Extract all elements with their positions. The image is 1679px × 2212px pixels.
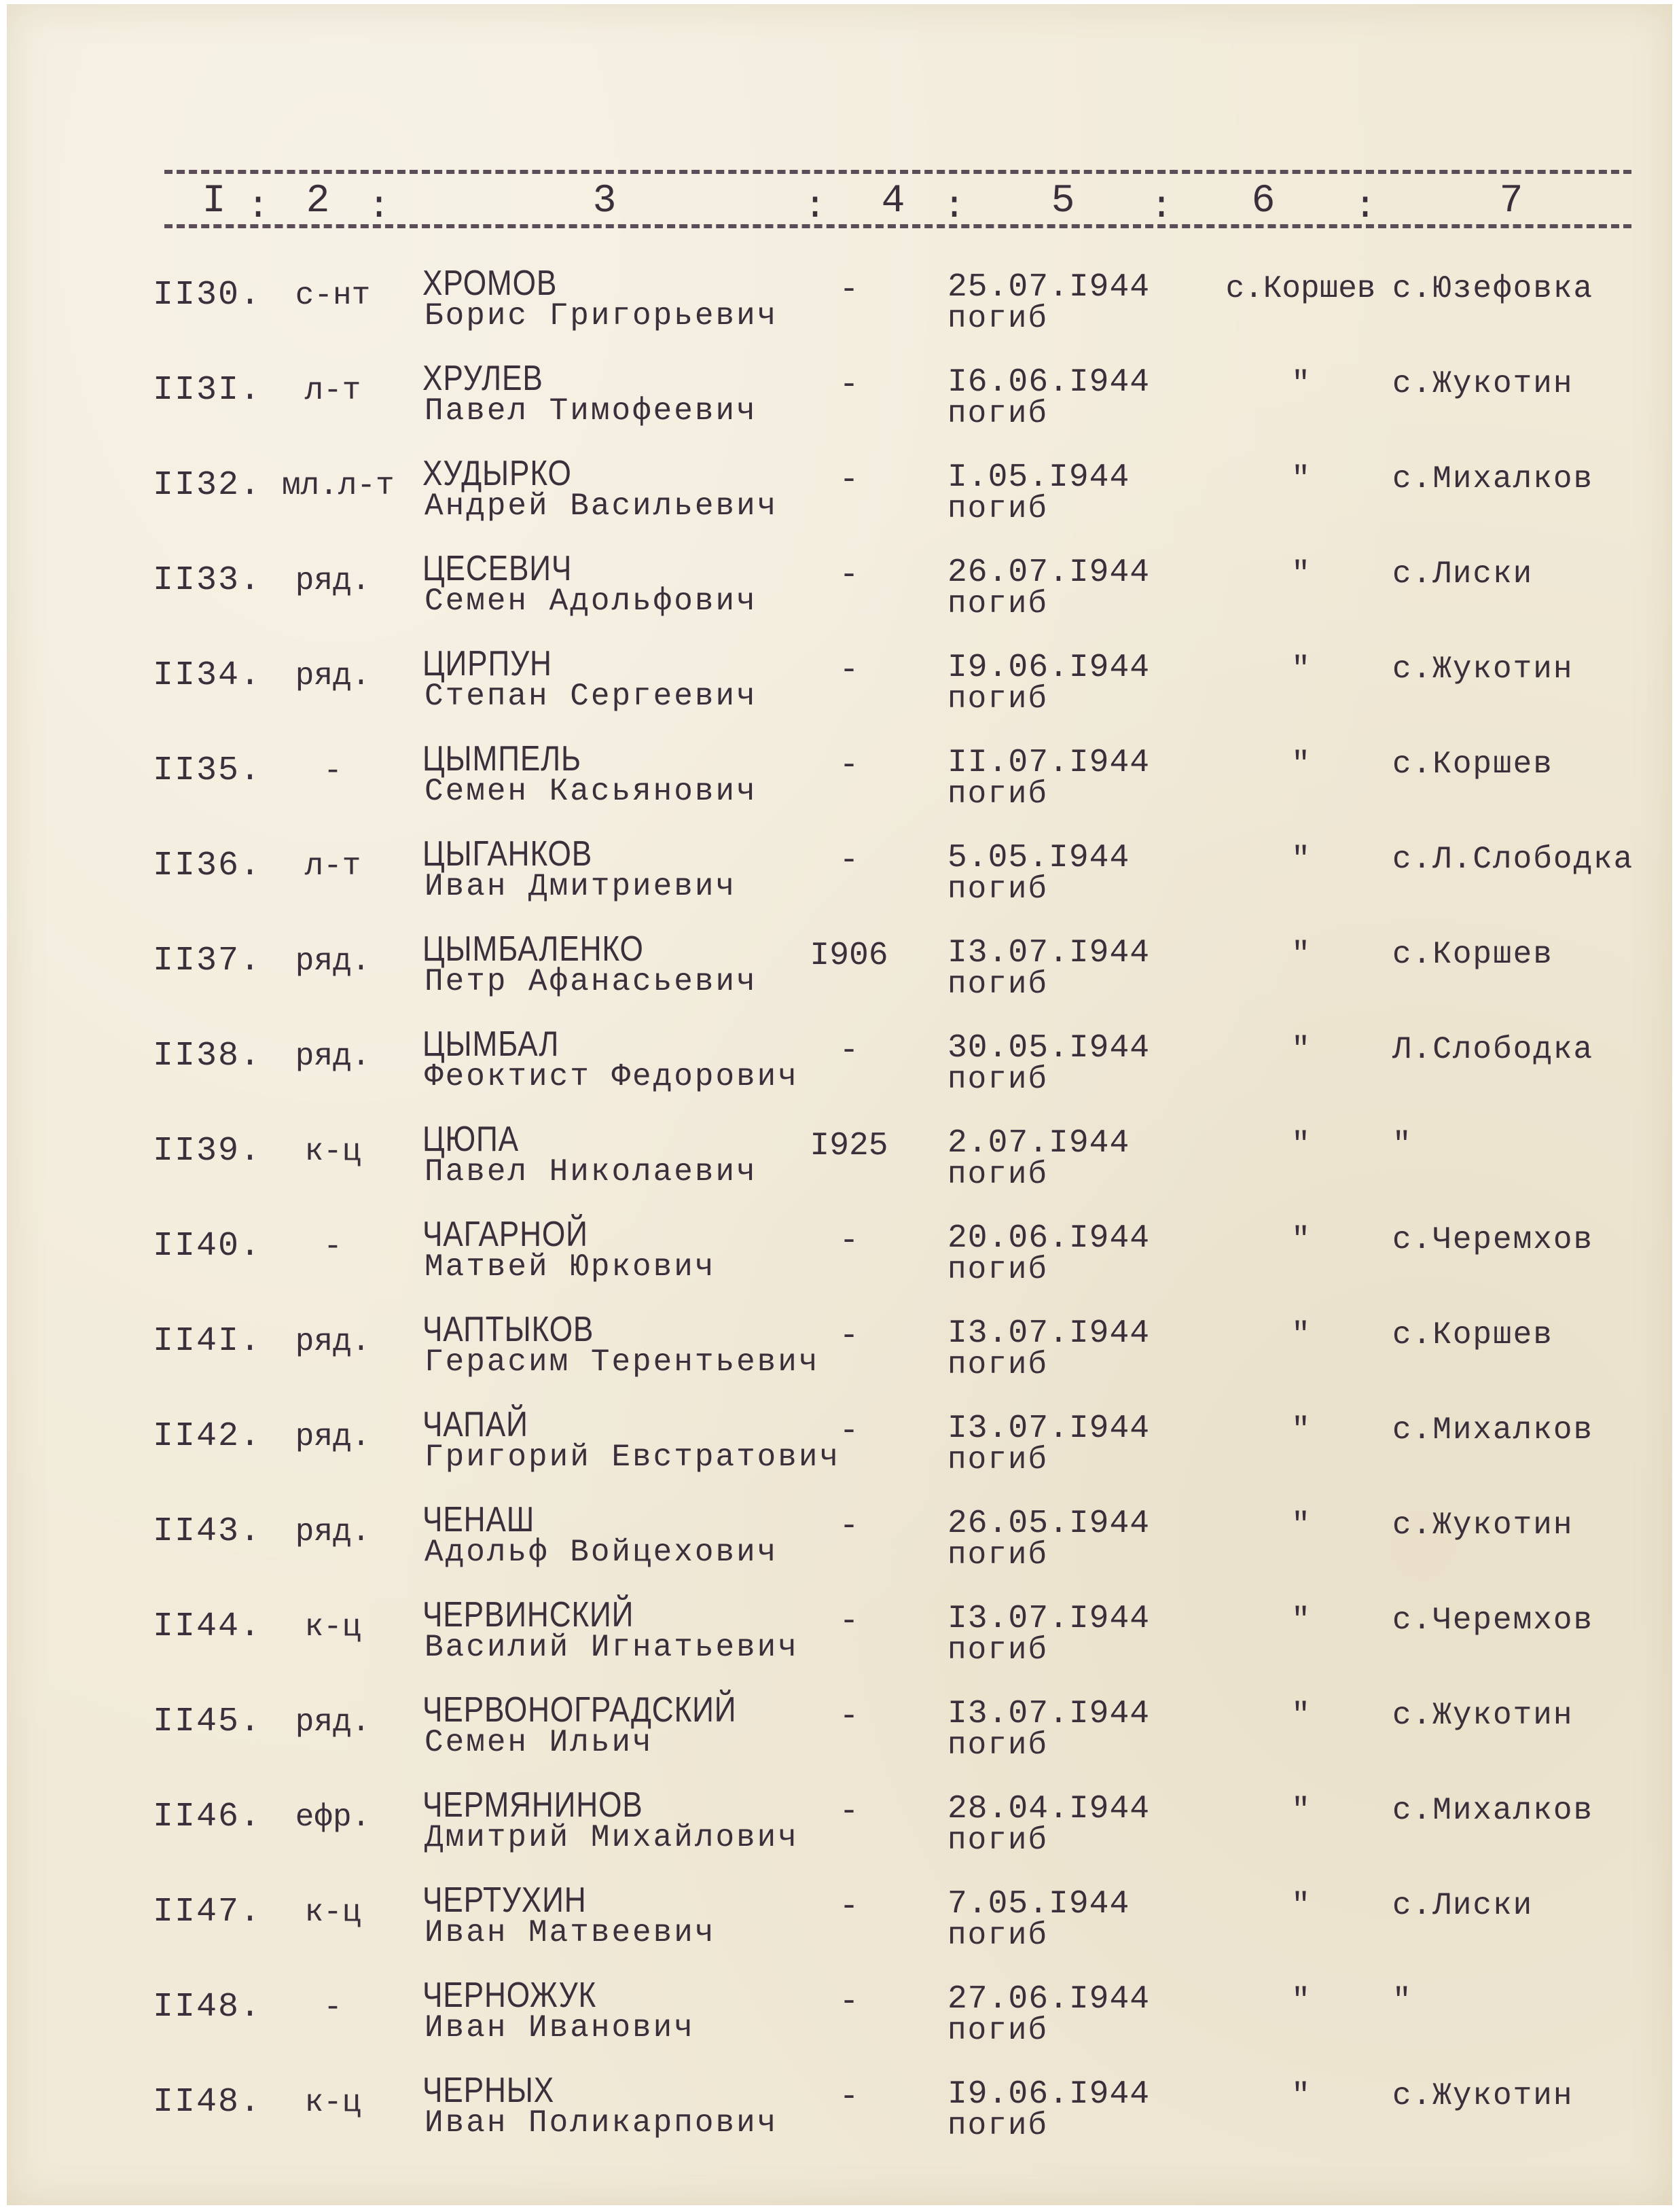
- burial-place: ": [1291, 1127, 1310, 1162]
- death-date: I3.07.I944: [947, 1315, 1151, 1352]
- surname: ЦЫМПЕЛЬ: [422, 739, 581, 779]
- column-header-1: I: [202, 179, 226, 224]
- village: с.Черемхов: [1392, 1603, 1594, 1638]
- status: погиб: [947, 1537, 1049, 1573]
- given-name: Иван Дмитриевич: [425, 869, 737, 904]
- death-date: II.07.I944: [947, 745, 1151, 781]
- status: погиб: [947, 1918, 1049, 1953]
- table-row: [7, 1024, 1672, 1122]
- status: погиб: [947, 1062, 1049, 1097]
- given-name: Василий Игнатьевич: [425, 1630, 799, 1665]
- record-number: II32.: [153, 466, 262, 505]
- record-number: II38.: [153, 1037, 262, 1075]
- birth-year: I906: [810, 938, 888, 974]
- status: погиб: [947, 1157, 1049, 1192]
- given-name: Дмитрий Михайлович: [425, 1820, 799, 1855]
- birth-year: -: [839, 1413, 859, 1450]
- column-header-2: 2: [306, 179, 330, 224]
- table-row: [7, 1310, 1672, 1408]
- rank: ряд.: [295, 1039, 371, 1074]
- status: погиб: [947, 1728, 1049, 1763]
- record-number: II36.: [153, 846, 262, 885]
- village: с.Коршев: [1392, 1317, 1553, 1353]
- given-name: Павел Николаевич: [425, 1154, 757, 1190]
- record-number: II44.: [153, 1607, 262, 1646]
- burial-place: ": [1291, 366, 1310, 402]
- status: погиб: [947, 1252, 1049, 1287]
- status: погиб: [947, 491, 1049, 527]
- birth-year: -: [839, 462, 859, 499]
- death-date: I9.06.I944: [947, 649, 1151, 686]
- status: погиб: [947, 777, 1049, 812]
- given-name: Семен Ильич: [425, 1725, 653, 1760]
- birth-year: -: [839, 1603, 859, 1640]
- birth-year: -: [839, 1033, 859, 1069]
- record-number: II47.: [153, 1893, 262, 1931]
- birth-year: -: [839, 652, 859, 689]
- village: с.Михалков: [1392, 461, 1594, 497]
- table-row: [7, 2073, 1672, 2169]
- rank: ряд.: [295, 563, 371, 599]
- surname: ХРОМОВ: [422, 264, 558, 303]
- record-number: II35.: [153, 751, 262, 790]
- rank: ряд.: [295, 944, 371, 979]
- burial-place: ": [1291, 1032, 1310, 1067]
- column-separator: :: [1354, 185, 1377, 228]
- death-date: 5.05.I944: [947, 840, 1130, 876]
- burial-place: ": [1291, 556, 1310, 592]
- surname: ЧЕНАШ: [422, 1500, 535, 1539]
- record-number: II39.: [153, 1132, 262, 1171]
- given-name: Феоктист Федорович: [425, 1059, 799, 1094]
- birth-year: -: [839, 367, 859, 404]
- status: погиб: [947, 1347, 1049, 1382]
- birth-year: -: [839, 1698, 859, 1735]
- given-name: Матвей Юркович: [425, 1249, 716, 1285]
- surname: ЦЫГАНКОВ: [422, 834, 593, 874]
- death-date: I3.07.I944: [947, 1601, 1151, 1637]
- record-number: II30.: [153, 276, 262, 315]
- burial-place: ": [1291, 937, 1310, 972]
- village: ": [1392, 1983, 1413, 2018]
- rank: к-ц: [304, 1134, 361, 1169]
- birth-year: -: [839, 1984, 859, 2020]
- record-number: II3I.: [153, 371, 262, 410]
- burial-place: ": [1291, 1603, 1310, 1638]
- rank: -: [323, 1990, 342, 2025]
- given-name: Андрей Васильевич: [425, 488, 778, 524]
- burial-place: ": [1291, 1888, 1310, 1923]
- surname: ЧЕРВИНСКИЙ: [422, 1595, 634, 1635]
- given-name: Семен Адольфович: [425, 584, 757, 619]
- surname: ХУДЫРКО: [422, 454, 572, 493]
- surname: ЧЕРВОНОГРАДСКИЙ: [422, 1690, 737, 1730]
- death-date: 28.04.I944: [947, 1791, 1151, 1827]
- table-row: [7, 1500, 1672, 1598]
- surname: ХРУЛЕВ: [422, 359, 543, 398]
- village: с.Лиски: [1392, 1888, 1534, 1923]
- rank: ряд.: [295, 1419, 371, 1455]
- village: с.Жукотин: [1392, 1508, 1574, 1543]
- burial-place: ": [1291, 1508, 1310, 1543]
- death-date: I.05.I944: [947, 459, 1130, 496]
- death-date: I3.07.I944: [947, 1696, 1151, 1732]
- death-date: I6.06.I944: [947, 364, 1151, 401]
- birth-year: -: [839, 842, 859, 879]
- column-header-5: 5: [1051, 179, 1075, 224]
- status: погиб: [947, 872, 1049, 907]
- table-row: [7, 1978, 1672, 2073]
- birth-year: -: [839, 1318, 859, 1355]
- given-name: Иван Матвеевич: [425, 1915, 716, 1950]
- table-row: [7, 454, 1672, 552]
- village: с.Михалков: [1392, 1412, 1594, 1448]
- surname: ЧЕРНЫХ: [422, 2071, 555, 2110]
- status: погиб: [947, 967, 1049, 1002]
- given-name: Адольф Войцехович: [425, 1535, 778, 1570]
- death-date: 7.05.I944: [947, 1886, 1130, 1923]
- table-row: [7, 1595, 1672, 1693]
- death-date: I9.06.I944: [947, 2076, 1151, 2113]
- village: с.Жукотин: [1392, 2078, 1574, 2113]
- village: с.Лиски: [1392, 556, 1534, 592]
- table-row: [7, 739, 1672, 837]
- burial-place: ": [1291, 842, 1310, 877]
- record-number: II40.: [153, 1227, 262, 1266]
- column-header-3: 3: [592, 179, 617, 224]
- table-row: [7, 549, 1672, 647]
- burial-place: ": [1291, 652, 1310, 687]
- burial-place: ": [1291, 1412, 1310, 1448]
- surname: ЦЫМБАЛЕНКО: [422, 929, 644, 969]
- column-separator: :: [247, 185, 270, 228]
- village: с.Л.Слободка: [1392, 842, 1634, 877]
- birth-year: -: [839, 2079, 859, 2116]
- rank: с-нт: [295, 278, 371, 313]
- status: погиб: [947, 1823, 1049, 1858]
- village: с.Коршев: [1392, 747, 1553, 782]
- death-date: 20.06.I944: [947, 1220, 1151, 1257]
- given-name: Павел Тимофеевич: [425, 393, 757, 429]
- record-number: II45.: [153, 1702, 262, 1741]
- village: с.Михалков: [1392, 1793, 1594, 1828]
- record-number: II33.: [153, 561, 262, 600]
- surname: ЦЕСЕВИЧ: [422, 549, 573, 588]
- village: с.Жукотин: [1392, 652, 1574, 687]
- birth-year: I925: [810, 1128, 888, 1164]
- given-name: Борис Григорьевич: [425, 298, 778, 334]
- birth-year: -: [839, 747, 859, 784]
- given-name: Семен Касьянович: [425, 774, 757, 809]
- column-separator: :: [804, 185, 827, 228]
- rank: мл.л-т: [282, 468, 395, 503]
- village: с.Черемхов: [1392, 1222, 1594, 1257]
- burial-place: ": [1291, 747, 1310, 782]
- status: погиб: [947, 396, 1049, 431]
- table-top-rule: [164, 170, 1631, 174]
- village: с.Жукотин: [1392, 366, 1574, 402]
- surname: ЧАГАРНОЙ: [422, 1215, 588, 1254]
- surname: ЧЕРТУХИН: [422, 1880, 587, 1920]
- column-header-7: 7: [1499, 179, 1523, 224]
- column-header-6: 6: [1251, 179, 1276, 224]
- death-date: 30.05.I944: [947, 1030, 1151, 1067]
- surname: ЦЮПА: [422, 1120, 520, 1159]
- village: Л.Слободка: [1392, 1032, 1594, 1067]
- village: ": [1392, 1127, 1413, 1162]
- record-number: II48.: [153, 2083, 262, 2122]
- table-row: [7, 1690, 1672, 1788]
- death-date: I3.07.I944: [947, 935, 1151, 971]
- table-row: [7, 266, 1672, 361]
- rank: -: [323, 753, 342, 789]
- burial-place: с.Коршев: [1225, 271, 1376, 306]
- given-name: Иван Поликарпович: [425, 2105, 778, 2141]
- table-row: [7, 1405, 1672, 1503]
- death-date: I3.07.I944: [947, 1410, 1151, 1447]
- birth-year: -: [839, 557, 859, 594]
- burial-place: ": [1291, 1222, 1310, 1257]
- rank: к-ц: [304, 2085, 361, 2120]
- document-page: [7, 4, 1672, 2205]
- table-row: [7, 1217, 1672, 1313]
- burial-place: ": [1291, 461, 1310, 497]
- rank: ряд.: [295, 1705, 371, 1740]
- surname: ЧЕРНОЖУК: [422, 1976, 597, 2015]
- burial-place: ": [1291, 2078, 1310, 2113]
- given-name: Степан Сергеевич: [425, 679, 757, 714]
- given-name: Герасим Терентьевич: [425, 1344, 820, 1380]
- status: погиб: [947, 2108, 1049, 2143]
- table-row: [7, 1880, 1672, 1978]
- surname: ЧЕРМЯНИНОВ: [422, 1785, 643, 1825]
- record-number: II4I.: [153, 1322, 262, 1361]
- death-date: 25.07.I944: [947, 269, 1151, 306]
- death-date: 2.07.I944: [947, 1125, 1130, 1162]
- birth-year: -: [839, 1794, 859, 1830]
- table-row: [7, 834, 1672, 932]
- death-date: 26.05.I944: [947, 1505, 1151, 1542]
- column-separator: :: [1150, 185, 1173, 228]
- rank: ефр.: [295, 1800, 371, 1835]
- death-date: 27.06.I944: [947, 1981, 1151, 2018]
- record-number: II48.: [153, 1988, 262, 2027]
- birth-year: -: [839, 1889, 859, 1925]
- record-number: II43.: [153, 1512, 262, 1551]
- rank: ряд.: [295, 1514, 371, 1550]
- given-name: Петр Афанасьевич: [425, 964, 757, 999]
- table-row: [7, 644, 1672, 742]
- status: погиб: [947, 1442, 1049, 1478]
- table-row: [7, 361, 1672, 457]
- status: погиб: [947, 681, 1049, 717]
- rank: к-ц: [304, 1895, 361, 1930]
- rank: л-т: [304, 373, 361, 408]
- rank: ряд.: [295, 658, 371, 694]
- village: с.Юзефовка: [1392, 271, 1594, 306]
- village: с.Жукотин: [1392, 1698, 1574, 1733]
- death-date: 26.07.I944: [947, 554, 1151, 591]
- rank: ряд.: [295, 1324, 371, 1359]
- status: погиб: [947, 586, 1049, 622]
- village: с.Коршев: [1392, 937, 1553, 972]
- surname: ЦЫМБАЛ: [422, 1024, 560, 1064]
- record-number: II46.: [153, 1798, 262, 1836]
- column-separator: :: [367, 185, 391, 228]
- table-row: [7, 1785, 1672, 1883]
- table-row: [7, 929, 1672, 1027]
- surname: ЧАПТЫКОВ: [422, 1310, 594, 1349]
- burial-place: ": [1291, 1793, 1310, 1828]
- surname: ЧАПАЙ: [422, 1405, 528, 1444]
- birth-year: -: [839, 1508, 859, 1545]
- given-name: Григорий Евстратович: [425, 1440, 841, 1475]
- birth-year: -: [839, 1223, 859, 1260]
- record-number: II34.: [153, 656, 262, 695]
- given-name: Иван Иванович: [425, 2010, 695, 2046]
- status: погиб: [947, 301, 1049, 336]
- rank: -: [323, 1229, 342, 1264]
- birth-year: -: [839, 272, 859, 308]
- rank: л-т: [304, 849, 361, 884]
- rank: к-ц: [304, 1609, 361, 1645]
- burial-place: ": [1291, 1698, 1310, 1733]
- burial-place: ": [1291, 1317, 1310, 1353]
- record-number: II42.: [153, 1417, 262, 1456]
- column-header-4: 4: [881, 179, 905, 224]
- status: погиб: [947, 2013, 1049, 2048]
- burial-place: ": [1291, 1983, 1310, 2018]
- column-separator: :: [943, 185, 966, 228]
- surname: ЦИРПУН: [422, 644, 552, 683]
- table-row: [7, 1122, 1672, 1217]
- record-number: II37.: [153, 942, 262, 980]
- status: погиб: [947, 1633, 1049, 1668]
